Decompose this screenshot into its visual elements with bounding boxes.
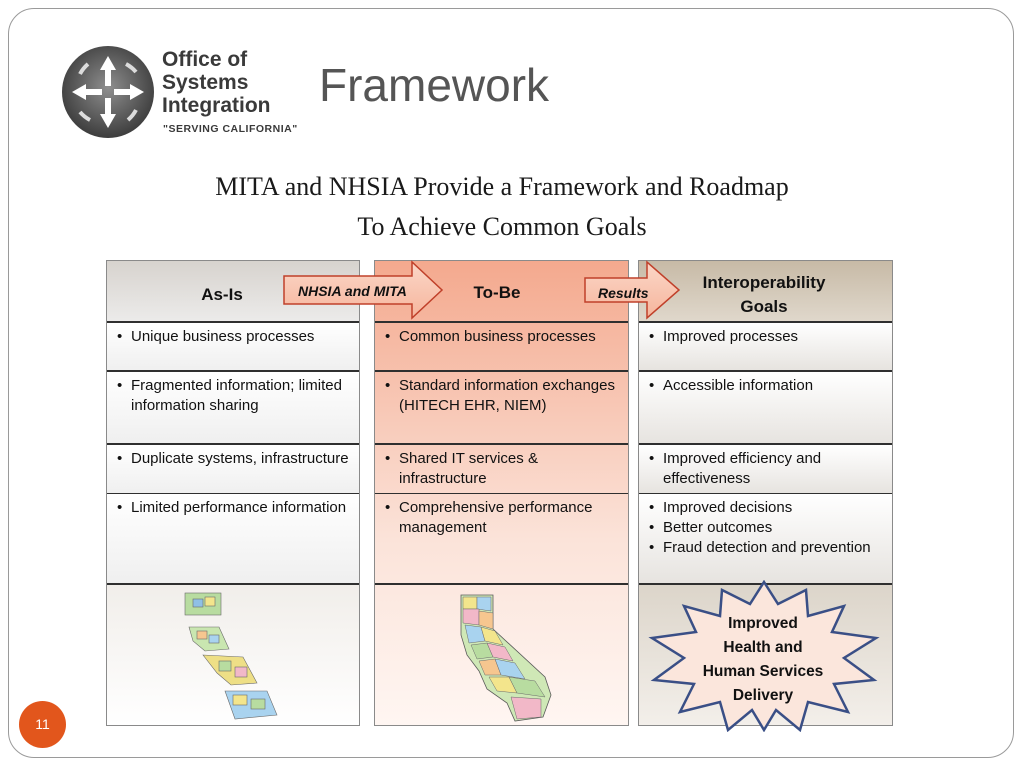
subtitle-line-1: MITA and NHSIA Provide a Framework and Roadmap xyxy=(215,172,789,201)
as-is-map-panel xyxy=(107,583,359,725)
to-be-row-1 xyxy=(375,321,628,371)
list-item: • Limited performance information xyxy=(107,498,359,518)
subtitle-line-2: To Achieve Common Goals xyxy=(357,212,647,241)
burst-line-1: Improved xyxy=(728,615,798,632)
goals-heading-line-2: Goals xyxy=(740,297,788,316)
list-item: • Common business processes xyxy=(375,327,628,347)
list-item: • Fragmented information; limited information sharing xyxy=(107,376,359,416)
to-be-heading: To-Be xyxy=(473,283,521,302)
list-item: • Improved decisions xyxy=(639,498,892,518)
goals-row-3 xyxy=(639,443,892,494)
fragmented-california-map-icon xyxy=(107,585,359,725)
goals-row-4 xyxy=(639,493,892,585)
list-item: • Improved efficiency and effectiveness xyxy=(639,449,892,489)
list-item: • Standard information exchanges (HITECH EHR, NIEM) xyxy=(375,376,628,416)
page-number: 11 xyxy=(19,701,66,748)
list-item: • Unique business processes xyxy=(107,327,359,347)
goals-row-2 xyxy=(639,370,892,445)
osi-logo xyxy=(58,42,308,142)
arrows-circle-logo-icon xyxy=(58,42,158,142)
as-is-row-4 xyxy=(107,493,359,585)
to-be-row-3 xyxy=(375,443,628,494)
list-item: • Accessible information xyxy=(639,376,892,396)
burst-line-3: Human Services xyxy=(702,663,824,680)
to-be-column xyxy=(374,260,629,726)
as-is-column xyxy=(106,260,360,726)
goals-heading xyxy=(679,271,849,319)
list-item: • Duplicate systems, infrastructure xyxy=(107,449,359,469)
nhsia-mita-arrow-label: NHSIA and MITA xyxy=(298,283,407,299)
as-is-row-3 xyxy=(107,443,359,494)
to-be-row-4 xyxy=(375,493,628,585)
slide-title: Framework xyxy=(319,59,550,111)
list-item: • Shared IT services & infrastructure xyxy=(375,449,628,489)
list-item: • Fraud detection and prevention xyxy=(639,538,892,558)
burst-line-4: Delivery xyxy=(732,687,794,704)
logo-line-3: Integration xyxy=(162,94,271,117)
logo-line-1: Office of xyxy=(162,48,248,71)
list-item: • Comprehensive performance management xyxy=(375,498,628,538)
burst-line-2: Health and xyxy=(723,639,803,656)
list-item: • Improved processes xyxy=(639,327,892,347)
logo-line-2: Systems xyxy=(162,71,249,94)
to-be-row-2 xyxy=(375,370,628,445)
as-is-heading: As-Is xyxy=(201,285,243,304)
results-arrow-label: Results xyxy=(598,285,649,301)
burst-text xyxy=(683,612,843,708)
list-item: • Better outcomes xyxy=(639,518,892,538)
as-is-row-2 xyxy=(107,370,359,445)
goals-row-1 xyxy=(639,321,892,371)
to-be-map-panel xyxy=(375,583,628,725)
logo-wordmark xyxy=(162,48,271,117)
logo-tagline: "SERVING CALIFORNIA" xyxy=(163,123,298,135)
california-map-icon xyxy=(375,585,628,725)
goals-heading-line-1: Interoperability xyxy=(702,273,826,292)
as-is-row-1 xyxy=(107,321,359,371)
